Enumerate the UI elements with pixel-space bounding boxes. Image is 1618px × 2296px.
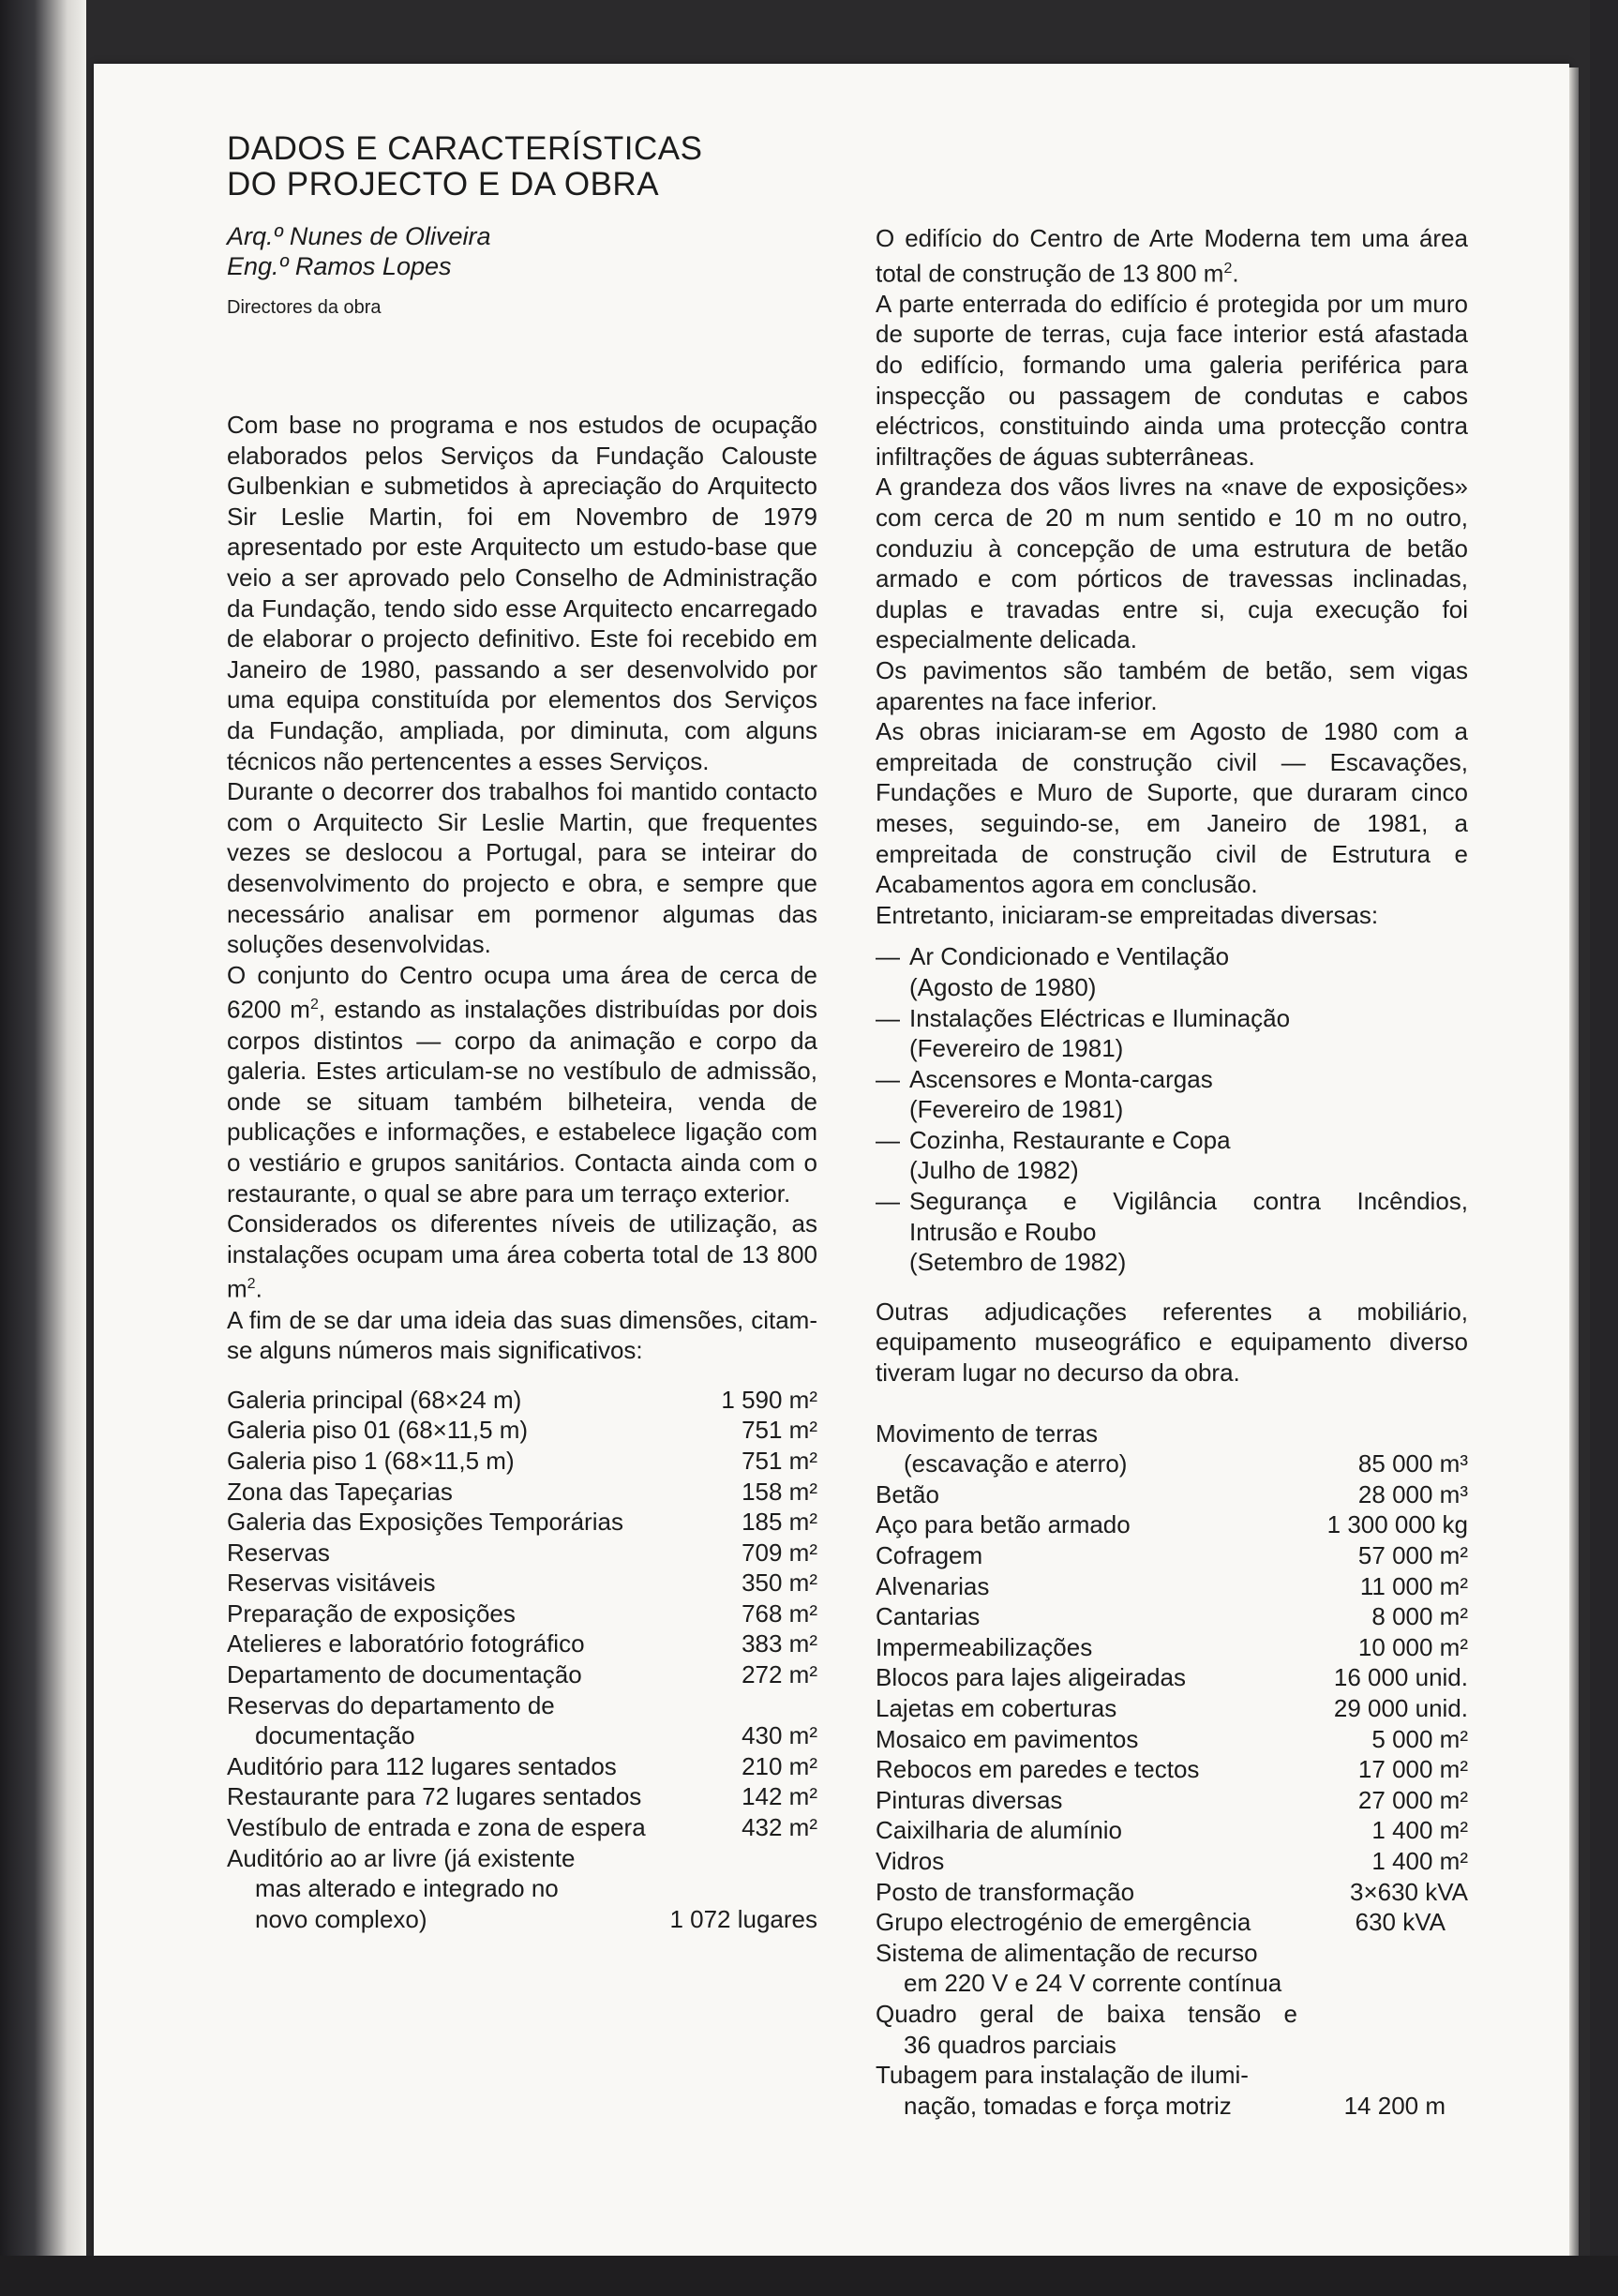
- areas-table: [227, 1385, 817, 1935]
- table-row: Galeria principal (68×24 m) 1 590 m²: [227, 1385, 817, 1414]
- table-row: em 220 V e 24 V corrente contínua: [904, 1969, 1282, 1998]
- paragraph-contact: Durante o decorrer dos trabalhos foi mantido contacto com o Arquitecto Sir Leslie Martin, que frequentes vezes se deslocou a Portugal, para se inteirar do desenvolvimento do projecto e obra, e sempre que necessário analisar em pormenor algumas das soluções desenvolvidas.: [227, 777, 817, 959]
- table-row: nação, tomadas e força motriz 14 200 m: [904, 2091, 1446, 2120]
- table-row: Galeria piso 1 (68×11,5 m) 751 m²: [227, 1446, 817, 1475]
- quantities-table: [876, 1418, 1468, 2122]
- page-edge: [1569, 68, 1579, 2256]
- table-row: Posto de transformação 3×630 kVA: [876, 1877, 1468, 1906]
- author-role: Directores da obra: [227, 297, 382, 318]
- table-row: Vidros 1 400 m²: [876, 1846, 1468, 1875]
- table-row: (escavação e aterro) 85 000 m³: [904, 1449, 1468, 1478]
- list-item: — Cozinha, Restaurante e Copa (Julho de 1982): [876, 1125, 1231, 1185]
- table-row: Zona das Tapeçarias 158 m²: [227, 1477, 817, 1506]
- table-row: Blocos para lajes aligeiradas 16 000 unid.: [876, 1663, 1468, 1692]
- list-item: — Ascensores e Monta-cargas (Fevereiro de 1981): [876, 1064, 1213, 1124]
- paragraph-works-start: As obras iniciaram-se em Agosto de 1980 com a empreitada de construção civil — Escavações, Fundações e Muro de Suporte, que duraram cinco meses, seguindo-se, em Janeiro de 1981, a empreitada de construção civil de Estrutura e Acabamentos agora em conclusão.: [876, 717, 1468, 899]
- table-row: Alvenarias 11 000 m²: [876, 1571, 1468, 1600]
- scan-border: [1590, 0, 1618, 2296]
- title-line-2: DO PROJECTO E DA OBRA: [227, 166, 660, 203]
- table-row: Auditório para 112 lugares sentados 210 m²: [227, 1751, 817, 1780]
- intro-paragraph: Com base no programa e nos estudos de ocupação elaborados pelos Serviços da Fundação Calouste Gulbenkian e submetidos à apreciação do Arquitecto Sir Leslie Martin, foi em Novembro de 1979 apresentado por este Arquitecto um estudo-base que veio a ser aprovado pelo Conselho de Administração da Fundação, tendo sido esse Arquitecto encarregado de elaborar o projecto definitivo. Este foi recebido em Janeiro de 1980, passando a ser desenvolvido por uma equipa constituída por elementos dos Serviços da Fundação, ampliada, por diminuta, com alguns técnicos não pertencentes a esses Serviços.: [227, 411, 817, 775]
- right-column: [876, 223, 1468, 2121]
- paragraph-construction-area: O edifício do Centro de Arte Moderna tem uma área total de construção de 13 800 $m^2$.: [876, 224, 1468, 288]
- paragraph-structure: A grandeza dos vãos livres na «nave de exposições» com cerca de 20 m num sentido e 10 m no outro, conduziu à concepção de uma estrutura de betão armado e com pórticos de travessas inclinadas, duplas e travadas entre si, cuja execução foi especialmente delicada.: [876, 473, 1468, 654]
- book-spine: [0, 0, 86, 2296]
- table-row: Galeria piso 01 (68×11,5 m) 751 m²: [227, 1416, 817, 1445]
- table-row: Movimento de terras: [876, 1418, 1098, 1448]
- table-row: Cantarias 8 000 m²: [876, 1602, 1468, 1631]
- table-row: Mosaico em pavimentos 5 000 m²: [876, 1724, 1468, 1753]
- paragraph-retaining-wall: A parte enterrada do edifício é protegida por um muro de suporte de terras, cuja face interior está afastada do edifício, formando uma galeria periférica para inspecção ou passagem de condutas e cabos eléctricos, constituindo ainda uma protecção contra infiltrações de águas subterrâneas.: [876, 289, 1468, 471]
- contracts-list: [876, 941, 1468, 1278]
- title-line-1: DADOS E CARACTERÍSTICAS: [227, 130, 703, 167]
- table-row: Pinturas diversas 27 000 m²: [876, 1785, 1468, 1814]
- table-row: Lajetas em coberturas 29 000 unid.: [876, 1693, 1468, 1722]
- table-row: Auditório ao ar livre (já existente: [227, 1843, 576, 1872]
- table-row: Impermeabilizações 10 000 m²: [876, 1632, 1468, 1661]
- table-row: 36 quadros parciais: [904, 2030, 1116, 2059]
- table-row: Betão 28 000 m³: [876, 1479, 1468, 1508]
- paragraph-floors: Os pavimentos são também de betão, sem vigas aparentes na face inferior.: [876, 655, 1468, 715]
- table-row: mas alterado e integrado no: [255, 1874, 559, 1903]
- table-row: Galeria das Exposições Temporárias 185 m²: [227, 1508, 817, 1537]
- table-row: Grupo electrogénio de emergência 630 kVA: [876, 1908, 1446, 1937]
- left-column: [227, 410, 817, 1934]
- paragraph-area: O conjunto do Centro ocupa uma área de cerca de 6200 $m^2$, estando as instalações distribuídas por dois corpos distintos — corpo da animação e corpo da galeria. Estes articulam-se no vestíbulo de admissão, onde se situam também bilheteira, venda de publicações e informações, e estabelece ligação com o vestiário e grupos sanitários. Contacta ainda com o restaurante, o qual se abre para um terraço exterior.: [227, 960, 817, 1208]
- paragraph-other-awards: Outras adjudicações referentes a mobiliário, equipamento museográfico e equipamento diverso tiveram lugar no decurso da obra.: [876, 1297, 1468, 1388]
- table-row: Reservas 709 m²: [227, 1538, 817, 1567]
- table-row: Rebocos em paredes e tectos 17 000 m²: [876, 1755, 1468, 1784]
- table-row: Departamento de documentação 272 m²: [227, 1660, 817, 1689]
- paragraph-levels: Considerados os diferentes níveis de utilização, as instalações ocupam uma área coberta total de 13 800 $m^2$.: [227, 1209, 817, 1303]
- table-row: Tubagem para instalação de ilumi-: [876, 2061, 1249, 2090]
- table-row: Atelieres e laboratório fotográfico 383 m²: [227, 1629, 817, 1658]
- table-row: Caixilharia de alumínio 1 400 m²: [876, 1816, 1468, 1845]
- table-row: Quadro geral de baixa tensão e: [876, 1999, 1297, 2028]
- paragraph-dimensions: A fim de se dar uma ideia das suas dimensões, citam-se alguns números mais significativos:: [227, 1305, 817, 1365]
- table-row: Reservas do departamento de: [227, 1690, 555, 1719]
- table-row: Sistema de alimentação de recurso: [876, 1938, 1258, 1967]
- table-row: Vestíbulo de entrada e zona de espera 432 m²: [227, 1813, 817, 1842]
- table-row: Aço para betão armado 1 300 000 kg: [876, 1510, 1468, 1539]
- scan-bottom-border: [0, 2256, 1618, 2296]
- table-row: Cofragem 57 000 m²: [876, 1541, 1468, 1569]
- table-row: Reservas visitáveis 350 m²: [227, 1568, 817, 1598]
- author-architect: Arq.º Nunes de Oliveira: [227, 222, 491, 250]
- list-item: — Instalações Eléctricas e Iluminação (Fevereiro de 1981): [876, 1003, 1291, 1063]
- table-row: Preparação de exposições 768 m²: [227, 1598, 817, 1628]
- paragraph-contracts-intro: Entretanto, iniciaram-se empreitadas diversas:: [876, 900, 1379, 929]
- author-engineer: Eng.º Ramos Lopes: [227, 252, 452, 280]
- page-title: [227, 131, 883, 203]
- list-item: — Ar Condicionado e Ventilação (Agosto de 1980): [876, 942, 1230, 1001]
- list-item: — Segurança e Vigilância contra Incêndios, Intrusão e Roubo (Setembro de 1982): [876, 1187, 1468, 1277]
- table-row: documentação 430 m²: [255, 1721, 817, 1750]
- table-row: Restaurante para 72 lugares sentados 142 m²: [227, 1782, 817, 1811]
- table-row: novo complexo) 1 072 lugares: [255, 1904, 817, 1933]
